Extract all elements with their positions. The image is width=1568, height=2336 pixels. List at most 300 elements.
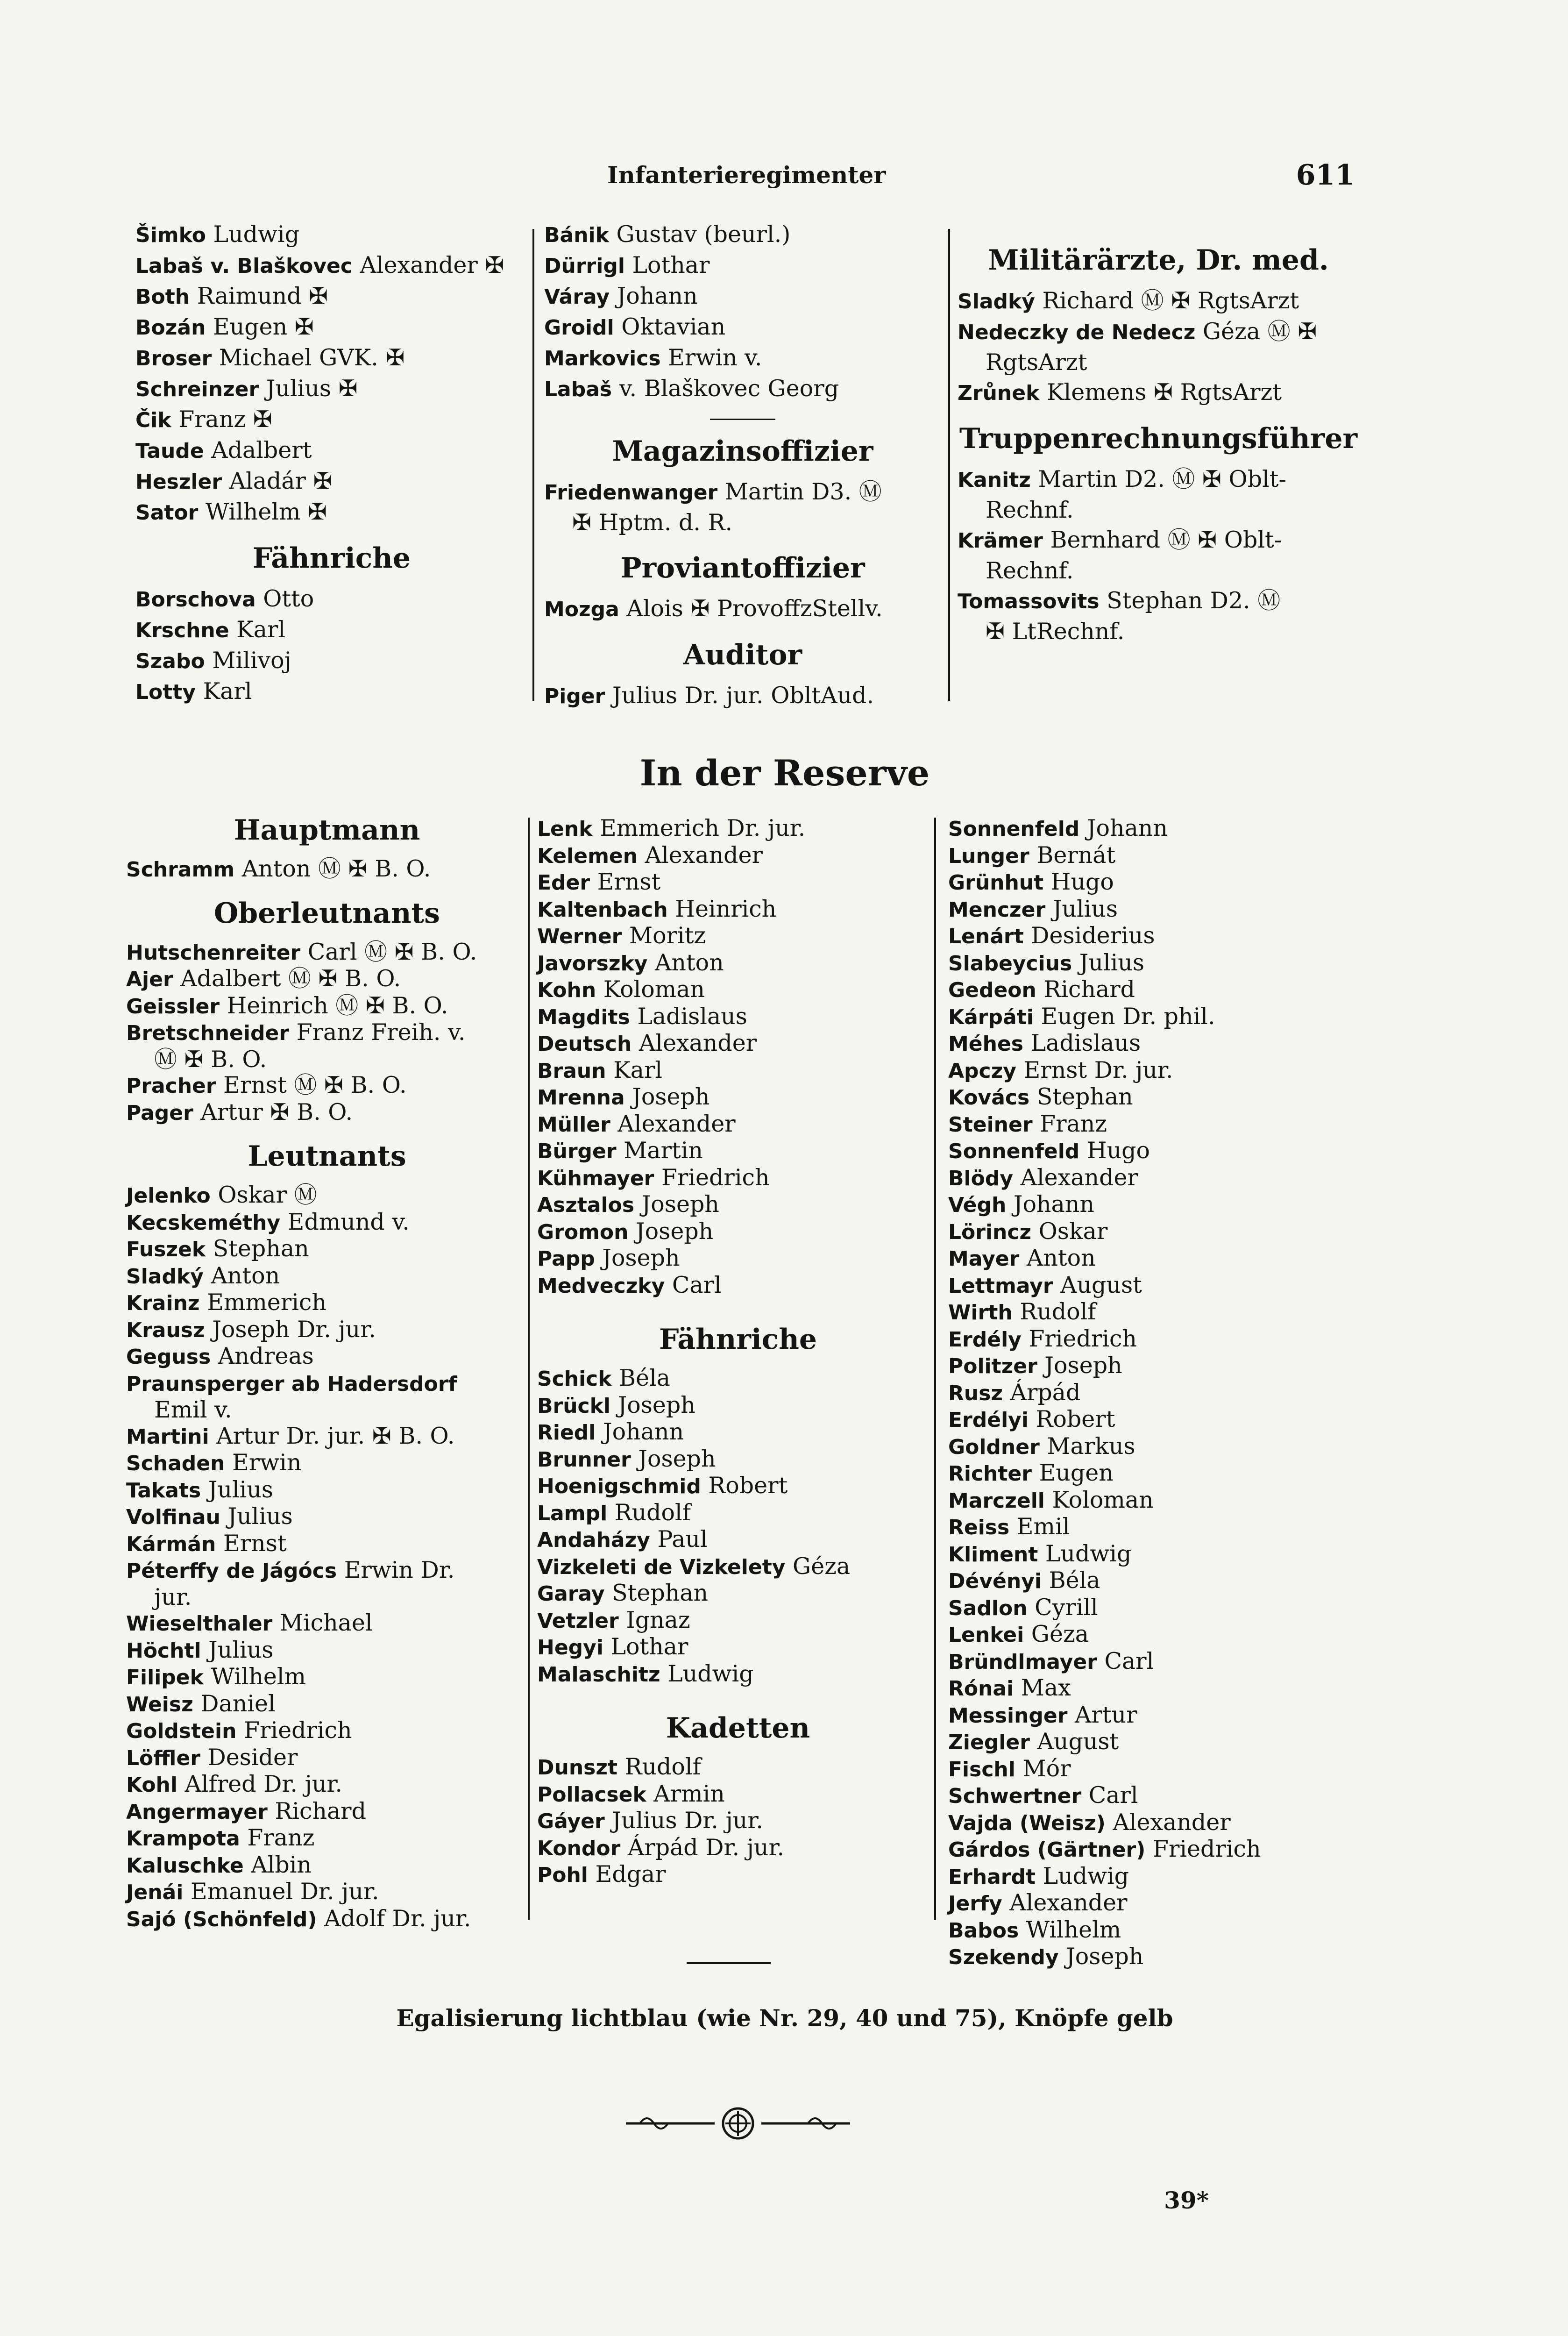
given-name-and-rank: Johann	[617, 283, 698, 309]
name-list	[126, 1182, 528, 1932]
surname: Vetzler	[537, 1609, 619, 1633]
surname: Sonnenfeld	[948, 817, 1080, 841]
list-item	[544, 250, 941, 281]
list-item	[126, 1745, 528, 1772]
list-item	[958, 464, 1359, 495]
given-name-and-rank: ✠ Hptm. d. R.	[572, 509, 733, 536]
name-list	[958, 286, 1359, 408]
given-name-and-rank: Julius	[208, 1636, 274, 1663]
given-name-and-rank: v. Blaškovec Georg	[619, 375, 839, 402]
surname: Markovics	[544, 347, 661, 370]
given-name-and-rank: Alexander	[645, 841, 763, 869]
list-item	[948, 1729, 1359, 1756]
given-name-and-rank: Alexander ✠	[360, 252, 504, 278]
given-name-and-rank: Julius ✠	[266, 375, 358, 402]
given-name-and-rank: Karl	[613, 1056, 663, 1083]
list-item	[948, 1326, 1359, 1353]
given-name-and-rank: Joseph Dr. jur.	[212, 1316, 376, 1343]
given-name-and-rank: Bernhard Ⓜ ✠ Oblt-	[1050, 527, 1282, 553]
list-item	[537, 1634, 939, 1661]
list-item	[135, 250, 528, 281]
section-heading-magazinsoffizier: Magazinsoffizier	[612, 435, 873, 468]
given-name-and-rank: Franz Freih. v.	[296, 1019, 466, 1046]
surname: Erhardt	[948, 1865, 1036, 1889]
given-name-and-rank: Paul	[657, 1526, 708, 1553]
list-item	[126, 1263, 528, 1290]
given-name-and-rank: Karl	[203, 678, 252, 705]
list-item	[948, 1004, 1359, 1031]
surname: Mayer	[948, 1247, 1020, 1271]
surname: Eder	[537, 871, 590, 895]
given-name-and-rank: Emanuel Dr. jur.	[190, 1878, 379, 1905]
surname: Kaltenbach	[537, 897, 668, 922]
surname: Kanitz	[958, 468, 1031, 492]
given-name-and-rank: Desider	[207, 1744, 298, 1771]
list-item	[948, 1272, 1359, 1299]
surname: Krampota	[126, 1827, 240, 1851]
section-heading-hauptmann: Hauptmann	[234, 814, 420, 847]
list-item	[126, 1477, 528, 1504]
given-name-and-rank: ✠ LtRechnf.	[986, 618, 1125, 645]
surname: Lenk	[537, 817, 593, 841]
surname: Fischl	[948, 1757, 1015, 1781]
surname: Mozga	[544, 598, 619, 621]
top-column-2	[544, 220, 941, 712]
given-name-and-rank: Stephan D2. Ⓜ	[1107, 587, 1281, 614]
page-number: 611	[1296, 159, 1355, 192]
surname: Borschova	[135, 588, 256, 612]
list-item	[537, 1661, 939, 1688]
given-name-and-rank: Koloman	[603, 976, 705, 1003]
given-name-and-rank: Rechnf.	[986, 497, 1074, 523]
section-heading-oberleutnants: Oberleutnants	[214, 897, 440, 930]
surname: Rónai	[948, 1677, 1014, 1701]
surname: Taude	[135, 439, 204, 463]
given-name-and-rank: Richard	[1043, 976, 1135, 1003]
surname: Végh	[948, 1193, 1007, 1217]
given-name-and-rank: Emil	[1016, 1513, 1070, 1540]
surname: Andaházy	[537, 1528, 650, 1552]
given-name-and-rank: Julius Dr. jur.	[612, 1807, 763, 1834]
given-name-and-rank: Carl Ⓜ ✠ B. O.	[307, 938, 477, 965]
list-item	[544, 281, 941, 312]
surname: Dürrigl	[544, 254, 625, 278]
surname: Gedeon	[948, 978, 1036, 1002]
list-item	[126, 1099, 528, 1126]
surname: Kárpáti	[948, 1005, 1034, 1029]
list-item	[537, 896, 939, 923]
given-name-and-rank: Joseph	[636, 1218, 714, 1245]
given-name-and-rank: jur.	[154, 1583, 192, 1610]
surname: Kaluschke	[126, 1853, 244, 1878]
surname: Brückl	[537, 1394, 610, 1418]
section-heading-militaeraerzte: Militärärzte, Dr. med.	[988, 244, 1329, 277]
list-item	[948, 1648, 1359, 1675]
surname: Ajer	[126, 968, 173, 991]
surname: Pracher	[126, 1074, 216, 1098]
given-name-and-rank: Gustav (beurl.)	[616, 221, 791, 248]
list-item	[948, 1782, 1359, 1809]
given-name-and-rank: Michael	[279, 1610, 373, 1636]
given-name-and-rank: Richard	[275, 1797, 366, 1824]
surname: Hoenigschmid	[537, 1474, 701, 1498]
given-name-and-rank: Oskar	[1038, 1218, 1108, 1245]
surname: Schwertner	[948, 1784, 1082, 1808]
list-item	[135, 615, 528, 646]
list-item	[135, 343, 528, 374]
surname: Hutschenreiter	[126, 940, 301, 965]
given-name-and-rank: Árpád	[1010, 1379, 1081, 1406]
surname: Wieselthaler	[126, 1612, 273, 1636]
given-name-and-rank: Adalbert	[211, 437, 312, 463]
list-item	[958, 556, 1359, 586]
given-name-and-rank: Joseph	[632, 1083, 710, 1110]
list-item	[126, 1503, 528, 1531]
surname: Heszler	[135, 470, 222, 494]
surname: Šimko	[135, 223, 206, 247]
list-item	[537, 1191, 939, 1218]
given-name-and-rank: Stephan	[213, 1235, 309, 1262]
surname: Papp	[537, 1247, 595, 1271]
list-item	[948, 950, 1359, 977]
given-name-and-rank: Heinrich	[675, 895, 777, 922]
list-item	[537, 950, 939, 977]
surname: Javorszky	[537, 951, 648, 976]
surname: Deutsch	[537, 1032, 632, 1056]
list-item	[544, 594, 941, 625]
surname: Politzer	[948, 1354, 1037, 1378]
list-item	[126, 1531, 528, 1558]
list-item	[537, 1165, 939, 1192]
list-item	[948, 1218, 1359, 1246]
list-item	[948, 1191, 1359, 1218]
list-item	[126, 966, 528, 993]
given-name-and-rank: Lothar	[610, 1633, 688, 1660]
given-name-and-rank: Joseph	[641, 1191, 719, 1218]
surname: Szekendy	[948, 1945, 1059, 1969]
surname: Krainz	[126, 1291, 200, 1315]
surname: Richter	[948, 1462, 1032, 1486]
given-name-and-rank: Ernst	[597, 869, 661, 895]
list-item	[537, 1500, 939, 1527]
given-name-and-rank: Árpád Dr. jur.	[627, 1834, 785, 1861]
given-name-and-rank: Rudolf	[624, 1753, 701, 1780]
signature-mark: 39*	[1164, 2186, 1209, 2214]
list-item	[537, 1084, 939, 1111]
surname: Brunner	[537, 1447, 631, 1472]
surname: Broser	[135, 347, 212, 370]
given-name-and-rank: Cyrill	[1035, 1594, 1098, 1621]
surname: Čik	[135, 408, 171, 432]
surname: Lampl	[537, 1501, 608, 1525]
list-item	[948, 1756, 1359, 1783]
list-item	[537, 1446, 939, 1473]
surname: Jenái	[126, 1880, 184, 1904]
list-item	[948, 1460, 1359, 1487]
surname: Lettmayr	[948, 1274, 1053, 1298]
given-name-and-rank: Daniel	[200, 1690, 276, 1717]
name-list	[537, 1365, 939, 1688]
surname: Apczy	[948, 1059, 1016, 1083]
given-name-and-rank: Heinrich Ⓜ ✠ B. O.	[227, 992, 448, 1019]
list-item	[135, 435, 528, 466]
given-name-and-rank: Michael GVK. ✠	[219, 344, 405, 371]
column-divider	[948, 229, 950, 701]
surname: Babos	[948, 1918, 1019, 1943]
given-name-and-rank: Wilhelm	[211, 1663, 306, 1690]
given-name-and-rank: Rudolf	[1020, 1298, 1096, 1325]
surname: Ziegler	[948, 1731, 1030, 1754]
surname: Krämer	[958, 529, 1043, 553]
list-item	[537, 923, 939, 950]
list-item	[958, 586, 1359, 617]
given-name-and-rank: Koloman	[1052, 1486, 1154, 1513]
list-item	[948, 1863, 1359, 1890]
surname: Schramm	[126, 858, 235, 882]
given-name-and-rank: Eugen Dr. phil.	[1041, 1003, 1215, 1030]
list-item	[537, 1580, 939, 1607]
given-name-and-rank: Oktavian	[621, 313, 726, 340]
surname: Grünhut	[948, 871, 1044, 895]
given-name-and-rank: Ludwig	[213, 221, 299, 248]
list-item	[948, 1111, 1359, 1138]
given-name-and-rank: Anton	[211, 1262, 280, 1289]
given-name-and-rank: Lothar	[632, 252, 710, 278]
given-name-and-rank: Emmerich	[207, 1289, 326, 1316]
surname: Tomassovits	[958, 590, 1100, 613]
surname: Pohl	[537, 1863, 588, 1887]
surname: Kohn	[537, 978, 596, 1002]
given-name-and-rank: Franz ✠	[178, 406, 272, 433]
surname: Dévényi	[948, 1569, 1042, 1593]
list-item	[948, 1514, 1359, 1541]
given-name-and-rank: Friedrich	[661, 1164, 770, 1191]
surname: Friedenwanger	[544, 481, 718, 505]
given-name-and-rank: Carl	[1088, 1782, 1138, 1809]
list-item	[126, 856, 528, 883]
list-item	[135, 466, 528, 497]
ornament-icon	[621, 2102, 855, 2144]
surname: Sajó (Schönfeld)	[126, 1907, 317, 1931]
given-name-and-rank: Mór	[1022, 1755, 1071, 1782]
list-item	[135, 405, 528, 435]
list-item	[126, 1209, 528, 1236]
list-item	[544, 343, 941, 374]
surname: Goldner	[948, 1435, 1040, 1459]
list-item	[135, 281, 528, 312]
surname: Bürger	[537, 1140, 617, 1163]
surname: Menczer	[948, 897, 1046, 922]
given-name-and-rank: Alexander	[1009, 1889, 1128, 1916]
list-item	[135, 374, 528, 405]
given-name-and-rank: Desiderius	[1031, 922, 1155, 949]
list-item	[537, 1392, 939, 1419]
surname: Werner	[537, 925, 622, 948]
list-item	[948, 1433, 1359, 1460]
given-name-and-rank: Friedrich	[1152, 1836, 1261, 1862]
given-name-and-rank: Alexander	[617, 1110, 736, 1137]
surname: Sator	[135, 501, 199, 525]
surname: Magdits	[537, 1005, 630, 1029]
surname: Sladký	[126, 1264, 204, 1289]
surname: Pollacsek	[537, 1782, 646, 1807]
surname: Schaden	[126, 1452, 225, 1475]
list-item	[958, 317, 1359, 348]
given-name-and-rank: Julius	[1079, 949, 1144, 976]
surname: Riedl	[537, 1421, 596, 1445]
list-item	[948, 1138, 1359, 1165]
list-item	[126, 1717, 528, 1745]
surname: Péterffy de Jágócs	[126, 1559, 337, 1583]
list-item	[537, 1218, 939, 1246]
given-name-and-rank: Robert	[708, 1472, 788, 1499]
surname: Kondor	[537, 1836, 621, 1860]
surname: Pager	[126, 1101, 193, 1125]
list-item	[126, 1610, 528, 1637]
surname: Mrenna	[537, 1086, 625, 1110]
given-name-and-rank: Franz	[1040, 1110, 1107, 1137]
given-name-and-rank: Friedrich	[243, 1717, 352, 1744]
given-name-and-rank: Géza	[1031, 1621, 1089, 1647]
given-name-and-rank: Julius	[1052, 895, 1118, 922]
list-item	[544, 220, 941, 250]
list-item	[537, 1781, 939, 1808]
given-name-and-rank: Klemens ✠ RgtsArzt	[1046, 379, 1282, 406]
list-item	[948, 1084, 1359, 1111]
list-item	[537, 1754, 939, 1781]
given-name-and-rank: Ludwig	[667, 1660, 754, 1687]
name-list	[544, 220, 941, 405]
list-item	[126, 1182, 528, 1209]
list-item	[948, 1487, 1359, 1514]
given-name-and-rank: Alexander	[1020, 1164, 1138, 1191]
surname: Gárdos (Gärtner)	[948, 1838, 1146, 1862]
surname: Löffler	[126, 1746, 200, 1770]
given-name-and-rank: Alexander	[1113, 1809, 1231, 1836]
given-name-and-rank: Eugen	[1039, 1460, 1114, 1486]
list-item	[958, 377, 1359, 408]
given-name-and-rank: Ernst Ⓜ ✠ B. O.	[223, 1072, 407, 1098]
name-list	[135, 584, 528, 707]
given-name-and-rank: Artur ✠ B. O.	[200, 1098, 353, 1125]
surname: Jerfy	[948, 1892, 1002, 1916]
list-item	[948, 1917, 1359, 1944]
name-list	[544, 681, 941, 712]
list-item	[135, 312, 528, 343]
list-item	[948, 1621, 1359, 1648]
surname: Höchtl	[126, 1638, 201, 1663]
given-name-and-rank: Alois ✠ ProvoffzStellv.	[626, 595, 883, 622]
given-name-and-rank: Erwin Dr.	[344, 1557, 455, 1583]
given-name-and-rank: Robert	[1036, 1406, 1115, 1432]
surname: Weisz	[126, 1692, 193, 1716]
list-item	[948, 1380, 1359, 1407]
list-item	[544, 681, 941, 712]
list-item	[126, 1343, 528, 1370]
given-name-and-rank: Oskar Ⓜ	[218, 1182, 317, 1208]
given-name-and-rank: Bernát	[1036, 841, 1116, 869]
name-list	[544, 594, 941, 625]
list-item	[126, 1637, 528, 1664]
list-item	[537, 1111, 939, 1138]
list-item	[948, 1299, 1359, 1326]
list-item	[537, 1861, 939, 1888]
given-name-and-rank: Alexander	[639, 1030, 757, 1056]
section-heading-auditor: Auditor	[683, 639, 802, 671]
name-list	[126, 939, 528, 1126]
given-name-and-rank: Carl	[672, 1271, 722, 1298]
given-name-and-rank: August	[1037, 1728, 1119, 1755]
list-item	[537, 1057, 939, 1084]
surname: Piger	[544, 684, 605, 708]
given-name-and-rank: Rechnf.	[986, 557, 1074, 584]
list-item	[126, 1317, 528, 1344]
list-item	[126, 1019, 528, 1047]
surname: Kühmayer	[537, 1166, 654, 1190]
list-item	[126, 1825, 528, 1852]
list-item	[537, 1526, 939, 1553]
list-item	[948, 896, 1359, 923]
list-item	[126, 1771, 528, 1798]
surname: Sladký	[958, 290, 1035, 313]
given-name-and-rank: Hugo	[1050, 869, 1114, 895]
list-item	[537, 1365, 939, 1392]
top-column-1	[135, 220, 528, 707]
given-name-and-rank: Martin D3. Ⓜ	[724, 478, 882, 505]
given-name-and-rank: Alfred Dr. jur.	[184, 1771, 342, 1797]
list-item	[948, 1595, 1359, 1622]
column-divider	[934, 818, 936, 1920]
list-item	[544, 508, 941, 538]
surname: Szabo	[135, 649, 205, 673]
list-item	[948, 1675, 1359, 1702]
surname: Rusz	[948, 1381, 1003, 1405]
given-name-and-rank: Franz	[247, 1824, 315, 1851]
given-name-and-rank: Markus	[1047, 1432, 1135, 1460]
list-item	[537, 976, 939, 1004]
section-heading-kadetten: Kadetten	[666, 1712, 810, 1745]
surname: Kliment	[948, 1542, 1038, 1567]
given-name-and-rank: Adalbert Ⓜ ✠ B. O.	[180, 965, 401, 992]
surname: Bozán	[135, 316, 206, 340]
given-name-and-rank: Karl	[236, 616, 286, 643]
surname: Vizkeleti de Vizkelety	[537, 1555, 786, 1579]
surname: Praunsperger ab Hadersdorf	[126, 1372, 457, 1396]
name-list	[958, 464, 1359, 647]
list-item	[126, 1691, 528, 1718]
given-name-and-rank: Julius Dr. jur. ObltAud.	[612, 682, 874, 709]
surname: Goldstein	[126, 1719, 237, 1743]
surname: Lunger	[948, 844, 1029, 868]
surname: Geguss	[126, 1345, 211, 1369]
surname: Dunszt	[537, 1756, 618, 1780]
surname: Malaschitz	[537, 1662, 660, 1687]
list-item	[948, 1245, 1359, 1272]
surname: Lörincz	[948, 1220, 1032, 1244]
list-item	[544, 477, 941, 508]
given-name-and-rank: Friedrich	[1029, 1325, 1137, 1352]
given-name-and-rank: Ignaz	[626, 1606, 690, 1633]
given-name-and-rank: Wilhelm	[1026, 1916, 1121, 1943]
given-name-and-rank: Carl	[1104, 1647, 1154, 1674]
given-name-and-rank: Erwin	[232, 1449, 302, 1476]
surname: Krausz	[126, 1318, 205, 1342]
reserve-column-3	[948, 815, 1359, 1971]
list-item	[948, 869, 1359, 896]
list-item	[537, 1138, 939, 1165]
given-name-and-rank: Julius	[227, 1503, 293, 1530]
list-item	[537, 1553, 939, 1581]
